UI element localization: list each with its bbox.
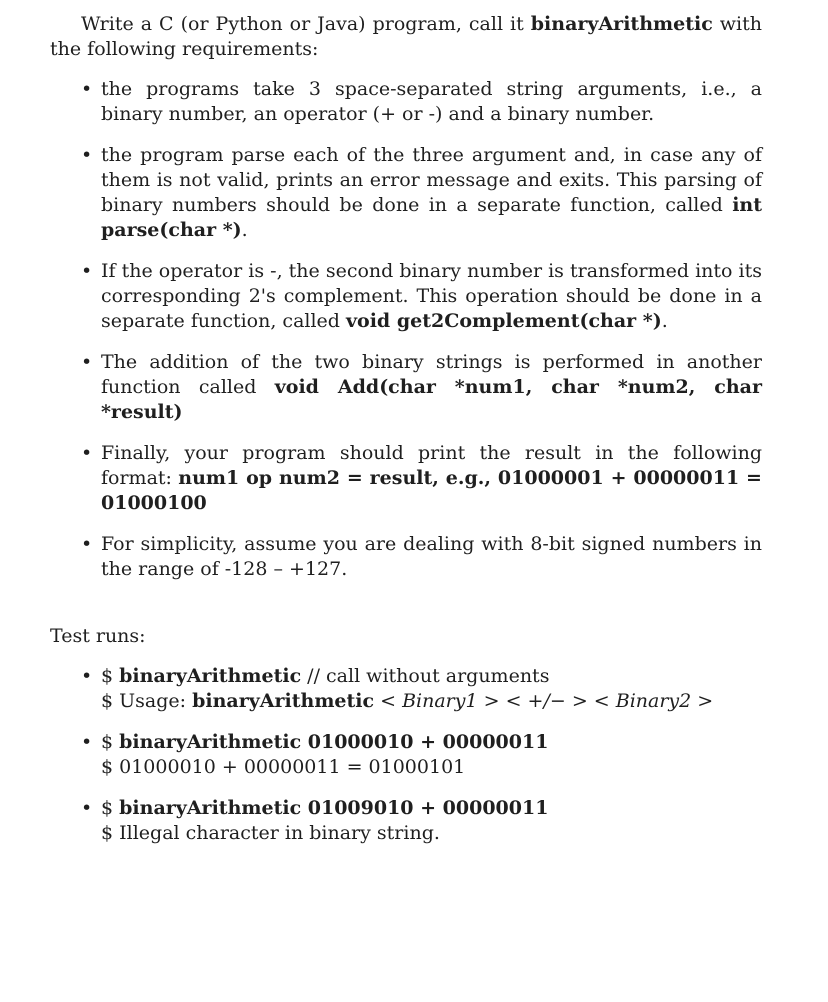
test-runs-heading: Test runs: bbox=[50, 625, 146, 647]
output-prefix: $ Usage: bbox=[101, 690, 193, 712]
test-output-line bbox=[101, 821, 762, 846]
requirement-text: If the operator is -, the second binary number is transformed into its corresponding 2's complement. This operation should be done in a separate function, called bbox=[101, 260, 762, 332]
usage-arguments: < Binary1 > < +/− > < Binary2 > bbox=[374, 690, 714, 712]
bullet-icon: • bbox=[81, 351, 93, 373]
intro-paragraph bbox=[50, 12, 762, 62]
test-output-line bbox=[101, 689, 762, 714]
bullet-icon: • bbox=[81, 260, 93, 282]
requirement-item bbox=[81, 350, 762, 425]
program-name: binaryArithmetic bbox=[530, 13, 713, 35]
requirement-item bbox=[81, 143, 762, 243]
requirement-item bbox=[81, 259, 762, 334]
intro-text-before: Write a C (or Python or Java) program, call it bbox=[81, 13, 531, 35]
prompt-symbol: $ bbox=[101, 731, 120, 753]
bullet-icon: • bbox=[81, 731, 93, 753]
bullet-icon: • bbox=[81, 144, 93, 166]
document-page bbox=[50, 12, 762, 862]
requirement-text-after: . bbox=[661, 310, 668, 332]
command-text: binaryArithmetic 01009010 + 00000011 bbox=[119, 797, 549, 819]
requirement-function-name: int parse(char *) bbox=[101, 194, 762, 241]
requirement-text: The addition of the two binary strings is performed in another function called bbox=[101, 351, 762, 398]
command-comment: // call without arguments bbox=[301, 665, 550, 687]
bullet-icon: • bbox=[81, 797, 93, 819]
prompt-symbol: $ bbox=[101, 797, 120, 819]
intro-text-after: with the following requirements: bbox=[50, 13, 762, 60]
bullet-icon: • bbox=[81, 442, 93, 464]
test-run-item bbox=[81, 730, 762, 780]
output-text: $ Illegal character in binary string. bbox=[101, 822, 440, 844]
requirement-text: the program parse each of the three argument and, in case any of them is not valid, prints an error message and exits. This parsing of binary numbers should be done in a separate function, called bbox=[101, 144, 762, 216]
bullet-icon: • bbox=[81, 665, 93, 687]
test-command-line bbox=[101, 796, 762, 821]
requirement-text-after: . bbox=[241, 219, 248, 241]
test-command-line bbox=[101, 730, 762, 755]
requirement-item bbox=[81, 441, 762, 516]
test-run-item bbox=[81, 796, 762, 846]
bullet-icon: • bbox=[81, 533, 93, 555]
bullet-icon: • bbox=[81, 78, 93, 100]
requirement-item bbox=[81, 77, 762, 127]
requirement-text: For simplicity, assume you are dealing with 8-bit signed numbers in the range of -128 – +127. bbox=[101, 533, 762, 580]
output-bold: binaryArithmetic bbox=[192, 690, 375, 712]
command-text: binaryArithmetic 01000010 + 00000011 bbox=[119, 731, 549, 753]
requirement-text: Finally, your program should print the result in the following format: bbox=[101, 442, 762, 489]
requirement-item bbox=[81, 532, 762, 582]
test-runs-list bbox=[50, 664, 762, 846]
command-text: binaryArithmetic bbox=[119, 665, 302, 687]
requirements-list bbox=[50, 77, 762, 582]
test-output-line bbox=[101, 755, 762, 780]
output-format-example: num1 op num2 = result, e.g., 01000001 + 00000011 = 01000100 bbox=[101, 467, 762, 514]
test-command-line bbox=[101, 664, 762, 689]
requirement-function-name: void get2Complement(char *) bbox=[346, 310, 662, 332]
requirement-function-name: void Add(char *num1, char *num2, char *result) bbox=[101, 376, 762, 423]
output-text: $ 01000010 + 00000011 = 01000101 bbox=[101, 756, 466, 778]
requirement-text: the programs take 3 space-separated string arguments, i.e., a binary number, an operator (+ or -) and a binary number. bbox=[101, 78, 762, 125]
prompt-symbol: $ bbox=[101, 665, 120, 687]
test-run-item bbox=[81, 664, 762, 714]
